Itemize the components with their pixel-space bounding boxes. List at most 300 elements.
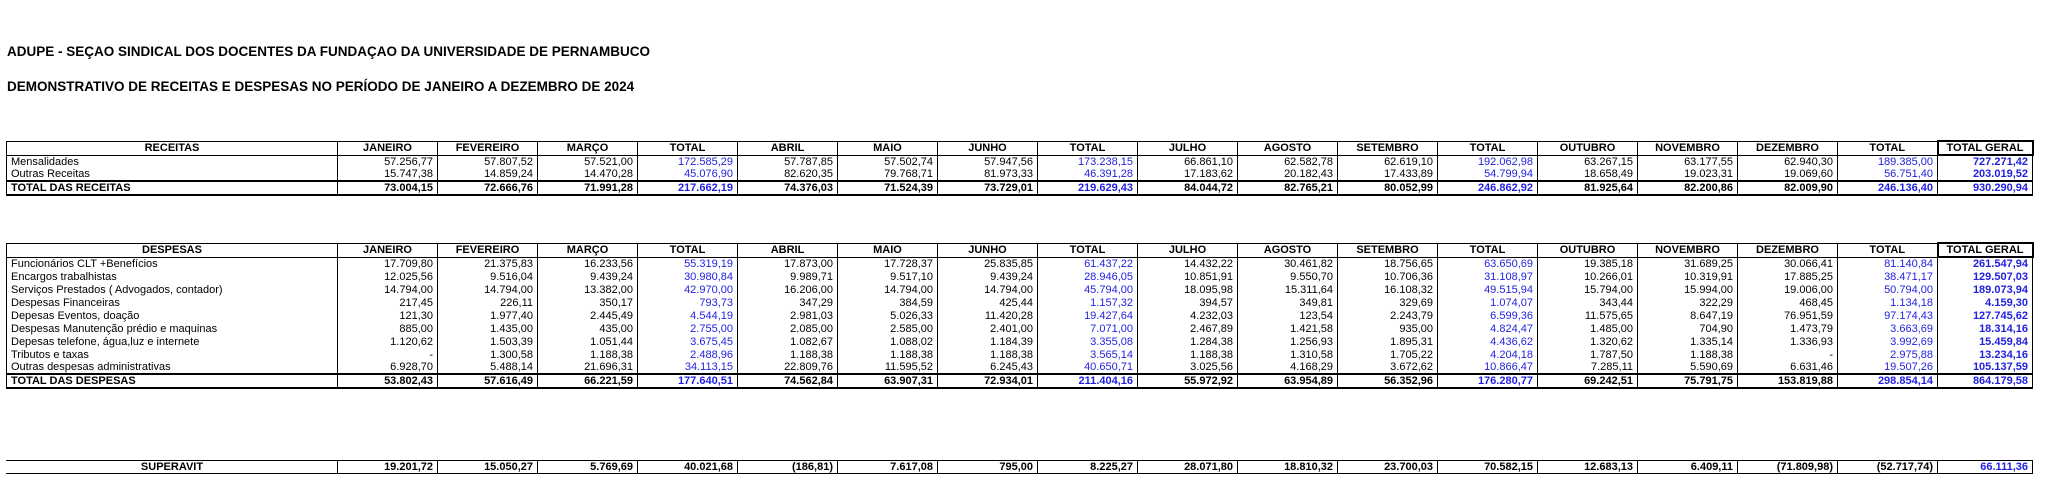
- value-cell: 11.420,28: [938, 309, 1038, 322]
- value-cell: 217,45: [338, 296, 438, 309]
- value-cell: 5.488,14: [438, 361, 538, 374]
- value-cell: 1.705,22: [1338, 348, 1438, 361]
- column-header: AGOSTO: [1238, 141, 1338, 155]
- value-cell: 15.311,64: [1238, 283, 1338, 296]
- value-cell: 1.421,58: [1238, 322, 1338, 335]
- total-value: 74.562,84: [738, 374, 838, 388]
- value-cell: 1.335,14: [1638, 335, 1738, 348]
- column-header: TOTAL: [1438, 243, 1538, 257]
- value-cell: 2.488,96: [638, 348, 738, 361]
- column-header: MAIO: [838, 141, 938, 155]
- total-value: 55.972,92: [1138, 374, 1238, 388]
- value-cell: 63.650,69: [1438, 257, 1538, 270]
- value-cell: 61.437,22: [1038, 257, 1138, 270]
- value-cell: 14.859,24: [438, 168, 538, 181]
- value-cell: 31.108,97: [1438, 270, 1538, 283]
- value-cell: 17.885,25: [1738, 270, 1838, 283]
- value-cell: 7.071,00: [1038, 322, 1138, 335]
- value-cell: 1.320,62: [1538, 335, 1638, 348]
- value-cell: 49.515,94: [1438, 283, 1538, 296]
- table-row: [7, 257, 2033, 270]
- value-cell: 30.980,84: [638, 270, 738, 283]
- value-cell: 97.174,43: [1838, 309, 1938, 322]
- value-cell: 4.159,30: [1938, 296, 2033, 309]
- superavit-value: (52.717,74): [1838, 461, 1938, 474]
- table-row: [7, 168, 2033, 181]
- total-label: TOTAL DAS RECEITAS: [7, 181, 338, 195]
- value-cell: 57.787,85: [738, 155, 838, 168]
- total-value: 75.791,75: [1638, 374, 1738, 388]
- column-header: TOTAL: [1838, 141, 1938, 155]
- value-cell: 18.658,49: [1538, 168, 1638, 181]
- total-value: 176.280,77: [1438, 374, 1538, 388]
- value-cell: 17.183,62: [1138, 168, 1238, 181]
- total-value: 66.221,59: [538, 374, 638, 388]
- value-cell: 10.866,47: [1438, 361, 1538, 374]
- value-cell: 11.575,65: [1538, 309, 1638, 322]
- value-cell: 3.565,14: [1038, 348, 1138, 361]
- value-cell: 17.728,37: [838, 257, 938, 270]
- value-cell: 347,29: [738, 296, 838, 309]
- value-cell: 14.794,00: [938, 283, 1038, 296]
- column-header: NOVEMBRO: [1638, 243, 1738, 257]
- value-cell: 129.507,03: [1938, 270, 2033, 283]
- value-cell: 1.188,38: [538, 348, 638, 361]
- value-cell: 3.663,69: [1838, 322, 1938, 335]
- value-cell: 172.585,29: [638, 155, 738, 168]
- column-header: JUNHO: [938, 141, 1038, 155]
- receitas-header: RECEITAS: [7, 141, 338, 155]
- value-cell: 16.233,56: [538, 257, 638, 270]
- value-cell: 55.319,19: [638, 257, 738, 270]
- value-cell: 2.975,88: [1838, 348, 1938, 361]
- value-cell: 322,29: [1638, 296, 1738, 309]
- column-header: DEZEMBRO: [1738, 243, 1838, 257]
- value-cell: 1.188,38: [838, 348, 938, 361]
- org-title: ADUPE - SEÇAO SINDICAL DOS DOCENTES DA FUNDAÇAO DA UNIVERSIDADE DE PERNAMBUCO: [7, 44, 651, 59]
- superavit-row: [7, 461, 2033, 474]
- column-header: FEVEREIRO: [438, 141, 538, 155]
- column-header: OUTUBRO: [1538, 141, 1638, 155]
- value-cell: 8.647,19: [1638, 309, 1738, 322]
- row-label: Serviços Prestados ( Advogados, contador): [7, 283, 338, 296]
- value-cell: 9.989,71: [738, 270, 838, 283]
- value-cell: 1.435,00: [438, 322, 538, 335]
- value-cell: 1.977,40: [438, 309, 538, 322]
- value-cell: 1.188,38: [1638, 348, 1738, 361]
- column-header: TOTAL: [1038, 141, 1138, 155]
- value-cell: 22.809,76: [738, 361, 838, 374]
- receitas-table: [6, 140, 2034, 196]
- value-cell: 56.751,40: [1838, 168, 1938, 181]
- column-header: TOTAL GERAL: [1938, 243, 2033, 257]
- value-cell: 19.069,60: [1738, 168, 1838, 181]
- value-cell: 6.631,46: [1738, 361, 1838, 374]
- total-value: 82.009,90: [1738, 181, 1838, 195]
- value-cell: 192.062,98: [1438, 155, 1538, 168]
- value-cell: 6.928,70: [338, 361, 438, 374]
- value-cell: 30.066,41: [1738, 257, 1838, 270]
- value-cell: 350,17: [538, 296, 638, 309]
- table-row: [7, 270, 2033, 283]
- despesas-header-row: [7, 243, 2033, 257]
- total-value: 177.640,51: [638, 374, 738, 388]
- total-value: 71.524,39: [838, 181, 938, 195]
- value-cell: 10.319,91: [1638, 270, 1738, 283]
- value-cell: 9.550,70: [1238, 270, 1338, 283]
- value-cell: 2.981,03: [738, 309, 838, 322]
- value-cell: 1.895,31: [1338, 335, 1438, 348]
- row-label: Despesas Financeiras: [7, 296, 338, 309]
- total-value: 69.242,51: [1538, 374, 1638, 388]
- value-cell: 38.471,17: [1838, 270, 1938, 283]
- superavit-value: 66.111,36: [1938, 461, 2033, 474]
- value-cell: 189.385,00: [1838, 155, 1938, 168]
- value-cell: 1.120,62: [338, 335, 438, 348]
- superavit-value: 6.409,11: [1638, 461, 1738, 474]
- total-value: 82.200,86: [1638, 181, 1738, 195]
- column-header: JANEIRO: [338, 243, 438, 257]
- total-value: 82.765,21: [1238, 181, 1338, 195]
- despesas-table: [6, 242, 2034, 389]
- superavit-value: 18.810,32: [1238, 461, 1338, 474]
- value-cell: 1.188,38: [738, 348, 838, 361]
- total-value: 246.136,40: [1838, 181, 1938, 195]
- value-cell: 79.768,71: [838, 168, 938, 181]
- superavit-value: 12.683,13: [1538, 461, 1638, 474]
- value-cell: 4.544,19: [638, 309, 738, 322]
- value-cell: -: [338, 348, 438, 361]
- row-label: Depesas telefone, água,luz e internete: [7, 335, 338, 348]
- value-cell: 1.336,93: [1738, 335, 1838, 348]
- value-cell: -: [1738, 348, 1838, 361]
- value-cell: 18.095,98: [1138, 283, 1238, 296]
- value-cell: 57.521,00: [538, 155, 638, 168]
- column-header: MARÇO: [538, 141, 638, 155]
- row-label: Tributos e taxas: [7, 348, 338, 361]
- value-cell: 6.599,36: [1438, 309, 1538, 322]
- table-row: [7, 309, 2033, 322]
- value-cell: 50.794,00: [1838, 283, 1938, 296]
- value-cell: 46.391,28: [1038, 168, 1138, 181]
- column-header: JANEIRO: [338, 141, 438, 155]
- value-cell: 19.023,31: [1638, 168, 1738, 181]
- row-label: Funcionários CLT +Benefícios: [7, 257, 338, 270]
- table-row: [7, 155, 2033, 168]
- value-cell: 329,69: [1338, 296, 1438, 309]
- value-cell: 261.547,94: [1938, 257, 2033, 270]
- value-cell: 21.375,83: [438, 257, 538, 270]
- value-cell: 1.284,38: [1138, 335, 1238, 348]
- value-cell: 17.433,89: [1338, 168, 1438, 181]
- value-cell: 19.427,64: [1038, 309, 1138, 322]
- value-cell: 57.807,52: [438, 155, 538, 168]
- value-cell: 19.385,18: [1538, 257, 1638, 270]
- value-cell: 10.706,36: [1338, 270, 1438, 283]
- receitas-total-row: [7, 181, 2033, 195]
- value-cell: 4.824,47: [1438, 322, 1538, 335]
- value-cell: 42.970,00: [638, 283, 738, 296]
- value-cell: 13.234,16: [1938, 348, 2033, 361]
- column-header: AGOSTO: [1238, 243, 1338, 257]
- value-cell: 727.271,42: [1938, 155, 2033, 168]
- value-cell: 2.243,79: [1338, 309, 1438, 322]
- value-cell: 1.082,67: [738, 335, 838, 348]
- value-cell: 105.137,59: [1938, 361, 2033, 374]
- total-value: 219.629,43: [1038, 181, 1138, 195]
- value-cell: 57.256,77: [338, 155, 438, 168]
- value-cell: 1.157,32: [1038, 296, 1138, 309]
- value-cell: 1.503,39: [438, 335, 538, 348]
- value-cell: 30.461,82: [1238, 257, 1338, 270]
- value-cell: 3.992,69: [1838, 335, 1938, 348]
- column-header: TOTAL: [1038, 243, 1138, 257]
- value-cell: 123,54: [1238, 309, 1338, 322]
- total-value: 153.819,88: [1738, 374, 1838, 388]
- column-header: JUNHO: [938, 243, 1038, 257]
- report-title: DEMONSTRATIVO DE RECEITAS E DESPESAS NO PERÍODO DE JANEIRO A DEZEMBRO DE 2024: [7, 79, 635, 94]
- value-cell: 14.794,00: [838, 283, 938, 296]
- value-cell: 425,44: [938, 296, 1038, 309]
- value-cell: 3.355,08: [1038, 335, 1138, 348]
- superavit-value: 28.071,80: [1138, 461, 1238, 474]
- value-cell: 76.951,59: [1738, 309, 1838, 322]
- table-row: [7, 283, 2033, 296]
- value-cell: 203.019,52: [1938, 168, 2033, 181]
- superavit-value: 70.582,15: [1438, 461, 1538, 474]
- value-cell: 2.755,00: [638, 322, 738, 335]
- total-label: TOTAL DAS DESPESAS: [7, 374, 338, 388]
- total-value: 57.616,49: [438, 374, 538, 388]
- value-cell: 21.696,31: [538, 361, 638, 374]
- value-cell: 1.256,93: [1238, 335, 1338, 348]
- row-label: Mensalidades: [7, 155, 338, 168]
- row-label: Outras despesas administrativas: [7, 361, 338, 374]
- column-header: TOTAL: [1438, 141, 1538, 155]
- value-cell: 17.709,80: [338, 257, 438, 270]
- row-label: Encargos trabalhistas: [7, 270, 338, 283]
- value-cell: 935,00: [1338, 322, 1438, 335]
- superavit-label: SUPERAVIT: [7, 461, 338, 474]
- value-cell: 9.517,10: [838, 270, 938, 283]
- column-header: SETEMBRO: [1338, 243, 1438, 257]
- value-cell: 45.076,90: [638, 168, 738, 181]
- value-cell: 13.382,00: [538, 283, 638, 296]
- row-label: Despesas Manutenção prédio e maquinas: [7, 322, 338, 335]
- value-cell: 121,30: [338, 309, 438, 322]
- value-cell: 6.245,43: [938, 361, 1038, 374]
- value-cell: 2.585,00: [838, 322, 938, 335]
- column-header: JULHO: [1138, 141, 1238, 155]
- superavit-value: (71.809,98): [1738, 461, 1838, 474]
- superavit-value: 7.617,08: [838, 461, 938, 474]
- superavit-value: 795,00: [938, 461, 1038, 474]
- value-cell: 45.794,00: [1038, 283, 1138, 296]
- value-cell: 1.787,50: [1538, 348, 1638, 361]
- value-cell: 66.861,10: [1138, 155, 1238, 168]
- row-label: Depesas Eventos, doação: [7, 309, 338, 322]
- value-cell: 14.794,00: [438, 283, 538, 296]
- value-cell: 4.168,29: [1238, 361, 1338, 374]
- value-cell: 15.459,84: [1938, 335, 2033, 348]
- value-cell: 10.851,91: [1138, 270, 1238, 283]
- total-value: 56.352,96: [1338, 374, 1438, 388]
- total-value: 246.862,92: [1438, 181, 1538, 195]
- value-cell: 435,00: [538, 322, 638, 335]
- value-cell: 15.747,38: [338, 168, 438, 181]
- value-cell: 384,59: [838, 296, 938, 309]
- value-cell: 2.085,00: [738, 322, 838, 335]
- total-value: 81.925,64: [1538, 181, 1638, 195]
- column-header: TOTAL: [638, 141, 738, 155]
- superavit-value: 19.201,72: [338, 461, 438, 474]
- total-value: 298.854,14: [1838, 374, 1938, 388]
- total-value: 72.934,01: [938, 374, 1038, 388]
- value-cell: 4.232,03: [1138, 309, 1238, 322]
- column-header: ABRIL: [738, 243, 838, 257]
- value-cell: 19.006,00: [1738, 283, 1838, 296]
- total-value: 74.376,03: [738, 181, 838, 195]
- value-cell: 1.088,02: [838, 335, 938, 348]
- total-value: 930.290,94: [1938, 181, 2033, 195]
- value-cell: 1.188,38: [938, 348, 1038, 361]
- value-cell: 704,90: [1638, 322, 1738, 335]
- value-cell: 4.204,18: [1438, 348, 1538, 361]
- total-value: 84.044,72: [1138, 181, 1238, 195]
- superavit-table: [6, 460, 2033, 474]
- value-cell: 63.267,15: [1538, 155, 1638, 168]
- value-cell: 19.507,26: [1838, 361, 1938, 374]
- column-header: SETEMBRO: [1338, 141, 1438, 155]
- superavit-value: (186,81): [738, 461, 838, 474]
- value-cell: 7.285,11: [1538, 361, 1638, 374]
- value-cell: 1.485,00: [1538, 322, 1638, 335]
- value-cell: 20.182,43: [1238, 168, 1338, 181]
- value-cell: 3.025,56: [1138, 361, 1238, 374]
- column-header: JULHO: [1138, 243, 1238, 257]
- value-cell: 14.794,00: [338, 283, 438, 296]
- value-cell: 14.470,28: [538, 168, 638, 181]
- table-row: [7, 348, 2033, 361]
- value-cell: 14.432,22: [1138, 257, 1238, 270]
- value-cell: 57.947,56: [938, 155, 1038, 168]
- total-value: 864.179,58: [1938, 374, 2033, 388]
- value-cell: 40.650,71: [1038, 361, 1138, 374]
- value-cell: 12.025,56: [338, 270, 438, 283]
- value-cell: 9.439,24: [938, 270, 1038, 283]
- superavit-value: 8.225,27: [1038, 461, 1138, 474]
- despesas-total-row: [7, 374, 2033, 388]
- column-header: MARÇO: [538, 243, 638, 257]
- value-cell: 3.675,45: [638, 335, 738, 348]
- superavit-value: 15.050,27: [438, 461, 538, 474]
- value-cell: 468,45: [1738, 296, 1838, 309]
- value-cell: 81.973,33: [938, 168, 1038, 181]
- value-cell: 57.502,74: [838, 155, 938, 168]
- table-row: [7, 361, 2033, 374]
- value-cell: 82.620,35: [738, 168, 838, 181]
- column-header: ABRIL: [738, 141, 838, 155]
- value-cell: 15.994,00: [1638, 283, 1738, 296]
- superavit-value: 5.769,69: [538, 461, 638, 474]
- value-cell: 62.619,10: [1338, 155, 1438, 168]
- value-cell: 189.073,94: [1938, 283, 2033, 296]
- superavit-value: 40.021,68: [638, 461, 738, 474]
- total-value: 73.729,01: [938, 181, 1038, 195]
- value-cell: 5.590,69: [1638, 361, 1738, 374]
- value-cell: 18.756,65: [1338, 257, 1438, 270]
- value-cell: 31.689,25: [1638, 257, 1738, 270]
- total-value: 71.991,28: [538, 181, 638, 195]
- value-cell: 2.445,49: [538, 309, 638, 322]
- value-cell: 1.188,38: [1138, 348, 1238, 361]
- value-cell: 2.401,00: [938, 322, 1038, 335]
- value-cell: 34.113,15: [638, 361, 738, 374]
- total-value: 63.954,89: [1238, 374, 1338, 388]
- value-cell: 62.940,30: [1738, 155, 1838, 168]
- value-cell: 226,11: [438, 296, 538, 309]
- total-value: 72.666,76: [438, 181, 538, 195]
- value-cell: 1.473,79: [1738, 322, 1838, 335]
- column-header: TOTAL: [638, 243, 738, 257]
- value-cell: 1.184,39: [938, 335, 1038, 348]
- value-cell: 394,57: [1138, 296, 1238, 309]
- column-header: OUTUBRO: [1538, 243, 1638, 257]
- value-cell: 1.300,58: [438, 348, 538, 361]
- value-cell: 1.051,44: [538, 335, 638, 348]
- value-cell: 10.266,01: [1538, 270, 1638, 283]
- value-cell: 349,81: [1238, 296, 1338, 309]
- value-cell: 54.799,94: [1438, 168, 1538, 181]
- value-cell: 17.873,00: [738, 257, 838, 270]
- total-value: 80.052,99: [1338, 181, 1438, 195]
- value-cell: 1.074,07: [1438, 296, 1538, 309]
- total-value: 63.907,31: [838, 374, 938, 388]
- value-cell: 28.946,05: [1038, 270, 1138, 283]
- table-row: [7, 335, 2033, 348]
- total-value: 217.662,19: [638, 181, 738, 195]
- value-cell: 81.140,84: [1838, 257, 1938, 270]
- value-cell: 885,00: [338, 322, 438, 335]
- column-header: DEZEMBRO: [1738, 141, 1838, 155]
- value-cell: 16.108,32: [1338, 283, 1438, 296]
- value-cell: 9.516,04: [438, 270, 538, 283]
- column-header: NOVEMBRO: [1638, 141, 1738, 155]
- value-cell: 793,73: [638, 296, 738, 309]
- total-value: 211.404,16: [1038, 374, 1138, 388]
- column-header: MAIO: [838, 243, 938, 257]
- value-cell: 127.745,62: [1938, 309, 2033, 322]
- value-cell: 9.439,24: [538, 270, 638, 283]
- value-cell: 16.206,00: [738, 283, 838, 296]
- table-row: [7, 322, 2033, 335]
- superavit-value: 23.700,03: [1338, 461, 1438, 474]
- despesas-header: DESPESAS: [7, 243, 338, 257]
- value-cell: 5.026,33: [838, 309, 938, 322]
- value-cell: 1.310,58: [1238, 348, 1338, 361]
- column-header: TOTAL: [1838, 243, 1938, 257]
- total-value: 73.004,15: [338, 181, 438, 195]
- value-cell: 3.672,62: [1338, 361, 1438, 374]
- value-cell: 11.595,52: [838, 361, 938, 374]
- value-cell: 1.134,18: [1838, 296, 1938, 309]
- value-cell: 173.238,15: [1038, 155, 1138, 168]
- value-cell: 18.314,16: [1938, 322, 2033, 335]
- value-cell: 63.177,55: [1638, 155, 1738, 168]
- value-cell: 343,44: [1538, 296, 1638, 309]
- value-cell: 62.582,78: [1238, 155, 1338, 168]
- receitas-header-row: [7, 141, 2033, 155]
